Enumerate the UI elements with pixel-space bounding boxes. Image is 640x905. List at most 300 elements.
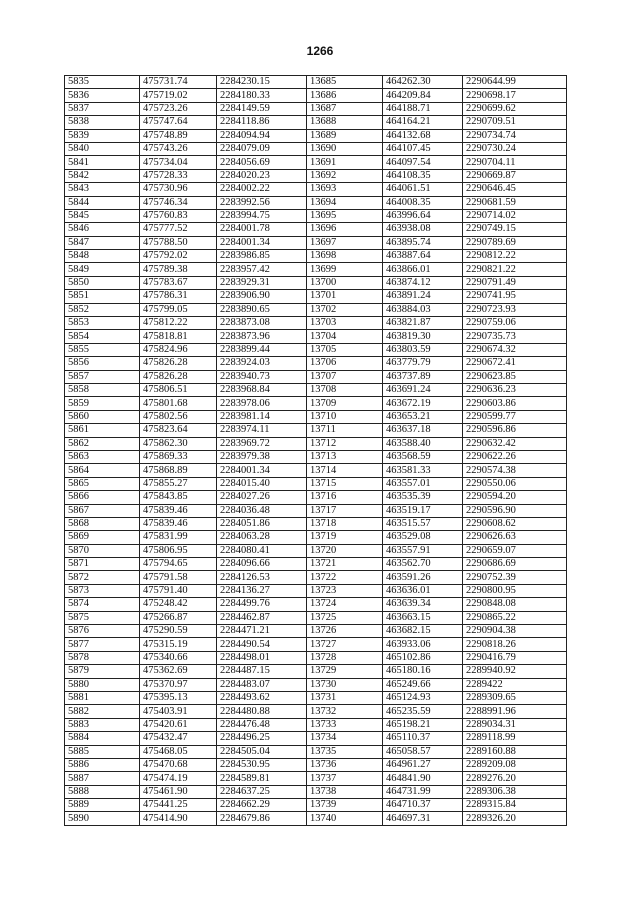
easting-2-cell: 464108.35 <box>383 169 463 182</box>
table-row <box>65 343 567 356</box>
easting-2-cell: 463515.57 <box>383 517 463 530</box>
table-row <box>65 799 567 812</box>
table-row <box>65 732 567 745</box>
table-row <box>65 758 567 771</box>
northing-2-cell: 2290574.38 <box>463 464 567 477</box>
table-row <box>65 142 567 155</box>
table-row <box>65 611 567 624</box>
point-id-2-cell: 13735 <box>307 745 383 758</box>
easting-2-cell: 464132.68 <box>383 129 463 142</box>
point-id-cell: 5867 <box>65 504 140 517</box>
northing-cell: 2284126.53 <box>217 571 307 584</box>
northing-2-cell: 2290636.23 <box>463 383 567 396</box>
northing-cell: 2284498.01 <box>217 651 307 664</box>
easting-cell: 475474.19 <box>140 772 217 785</box>
point-id-2-cell: 13694 <box>307 196 383 209</box>
easting-cell: 475760.83 <box>140 209 217 222</box>
point-id-2-cell: 13720 <box>307 544 383 557</box>
northing-2-cell: 2289306.38 <box>463 785 567 798</box>
page-number: 1266 <box>306 44 334 58</box>
northing-2-cell: 2289309.65 <box>463 691 567 704</box>
easting-cell: 475786.31 <box>140 290 217 303</box>
easting-cell: 475812.22 <box>140 317 217 330</box>
easting-2-cell: 465235.59 <box>383 705 463 718</box>
point-id-2-cell: 13687 <box>307 102 383 115</box>
northing-cell: 2284118.86 <box>217 116 307 129</box>
point-id-2-cell: 13718 <box>307 517 383 530</box>
point-id-2-cell: 13689 <box>307 129 383 142</box>
northing-2-cell: 2289326.20 <box>463 812 567 825</box>
table-row <box>65 598 567 611</box>
point-id-cell: 5839 <box>65 129 140 142</box>
table-row <box>65 102 567 115</box>
northing-cell: 2283992.56 <box>217 196 307 209</box>
northing-cell: 2284505.04 <box>217 745 307 758</box>
easting-cell: 475839.46 <box>140 504 217 517</box>
northing-2-cell: 2290681.59 <box>463 196 567 209</box>
easting-cell: 475843.85 <box>140 491 217 504</box>
table-row <box>65 464 567 477</box>
northing-cell: 2284015.40 <box>217 477 307 490</box>
northing-2-cell: 2290622.26 <box>463 450 567 463</box>
easting-cell: 475734.04 <box>140 156 217 169</box>
northing-cell: 2284079.09 <box>217 142 307 155</box>
easting-2-cell: 464961.27 <box>383 758 463 771</box>
point-id-2-cell: 13733 <box>307 718 383 731</box>
northing-2-cell: 2290699.62 <box>463 102 567 115</box>
easting-cell: 475792.02 <box>140 250 217 263</box>
point-id-2-cell: 13732 <box>307 705 383 718</box>
northing-2-cell: 2290686.69 <box>463 558 567 571</box>
northing-2-cell: 2290818.26 <box>463 638 567 651</box>
easting-cell: 475730.96 <box>140 183 217 196</box>
easting-cell: 475432.47 <box>140 732 217 745</box>
point-id-cell: 5844 <box>65 196 140 209</box>
point-id-2-cell: 13738 <box>307 785 383 798</box>
easting-cell: 475248.42 <box>140 598 217 611</box>
easting-cell: 475862.30 <box>140 437 217 450</box>
table-row <box>65 290 567 303</box>
easting-cell: 475801.68 <box>140 397 217 410</box>
point-id-cell: 5859 <box>65 397 140 410</box>
northing-cell: 2283979.38 <box>217 450 307 463</box>
table-row <box>65 183 567 196</box>
easting-cell: 475719.02 <box>140 89 217 102</box>
point-id-cell: 5887 <box>65 772 140 785</box>
easting-2-cell: 463866.01 <box>383 263 463 276</box>
point-id-cell: 5851 <box>65 290 140 303</box>
northing-cell: 2284483.07 <box>217 678 307 691</box>
northing-2-cell: 2290626.63 <box>463 531 567 544</box>
northing-2-cell: 2290791.49 <box>463 276 567 289</box>
point-id-2-cell: 13698 <box>307 250 383 263</box>
point-id-2-cell: 13721 <box>307 558 383 571</box>
table-row <box>65 276 567 289</box>
easting-2-cell: 463891.24 <box>383 290 463 303</box>
northing-2-cell: 2290904.38 <box>463 625 567 638</box>
northing-cell: 2284001.34 <box>217 464 307 477</box>
point-id-cell: 5841 <box>65 156 140 169</box>
easting-cell: 475791.40 <box>140 584 217 597</box>
easting-2-cell: 465180.16 <box>383 665 463 678</box>
table-row <box>65 665 567 678</box>
northing-cell: 2284662.29 <box>217 799 307 812</box>
northing-2-cell: 2288991.96 <box>463 705 567 718</box>
point-id-2-cell: 13693 <box>307 183 383 196</box>
easting-cell: 475340.66 <box>140 651 217 664</box>
point-id-2-cell: 13725 <box>307 611 383 624</box>
easting-cell: 475747.64 <box>140 116 217 129</box>
easting-cell: 475831.99 <box>140 531 217 544</box>
northing-cell: 2284056.69 <box>217 156 307 169</box>
table-row <box>65 76 567 89</box>
easting-2-cell: 463737.89 <box>383 370 463 383</box>
northing-cell: 2284020.23 <box>217 169 307 182</box>
easting-cell: 475414.90 <box>140 812 217 825</box>
table-row <box>65 250 567 263</box>
northing-cell: 2283924.03 <box>217 357 307 370</box>
easting-cell: 475869.33 <box>140 450 217 463</box>
easting-cell: 475777.52 <box>140 223 217 236</box>
easting-2-cell: 463996.64 <box>383 209 463 222</box>
table-row <box>65 691 567 704</box>
northing-cell: 2284096.66 <box>217 558 307 571</box>
northing-cell: 2284476.48 <box>217 718 307 731</box>
point-id-2-cell: 13724 <box>307 598 383 611</box>
point-id-cell: 5858 <box>65 383 140 396</box>
northing-2-cell: 2290608.62 <box>463 517 567 530</box>
northing-2-cell: 2289422 <box>463 678 567 691</box>
point-id-2-cell: 13728 <box>307 651 383 664</box>
point-id-cell: 5862 <box>65 437 140 450</box>
northing-cell: 2284001.78 <box>217 223 307 236</box>
northing-cell: 2283968.84 <box>217 383 307 396</box>
easting-cell: 475362.69 <box>140 665 217 678</box>
northing-cell: 2284001.34 <box>217 236 307 249</box>
easting-2-cell: 463691.24 <box>383 383 463 396</box>
point-id-cell: 5849 <box>65 263 140 276</box>
easting-2-cell: 463895.74 <box>383 236 463 249</box>
easting-cell: 475791.58 <box>140 571 217 584</box>
point-id-2-cell: 13695 <box>307 209 383 222</box>
northing-2-cell: 2290669.87 <box>463 169 567 182</box>
easting-2-cell: 465110.37 <box>383 732 463 745</box>
easting-cell: 475743.26 <box>140 142 217 155</box>
northing-2-cell: 2290603.86 <box>463 397 567 410</box>
table-row <box>65 812 567 825</box>
northing-cell: 2283957.42 <box>217 263 307 276</box>
easting-2-cell: 465102.86 <box>383 651 463 664</box>
northing-2-cell: 2290735.73 <box>463 330 567 343</box>
easting-cell: 475799.05 <box>140 303 217 316</box>
point-id-2-cell: 13716 <box>307 491 383 504</box>
easting-2-cell: 464008.35 <box>383 196 463 209</box>
point-id-cell: 5865 <box>65 477 140 490</box>
northing-cell: 2284462.87 <box>217 611 307 624</box>
northing-2-cell: 2290644.99 <box>463 76 567 89</box>
point-id-2-cell: 13730 <box>307 678 383 691</box>
northing-2-cell: 2290723.93 <box>463 303 567 316</box>
northing-cell: 2283994.75 <box>217 209 307 222</box>
point-id-2-cell: 13719 <box>307 531 383 544</box>
table-row <box>65 638 567 651</box>
point-id-2-cell: 13704 <box>307 330 383 343</box>
easting-cell: 475794.65 <box>140 558 217 571</box>
point-id-2-cell: 13696 <box>307 223 383 236</box>
easting-2-cell: 463653.21 <box>383 410 463 423</box>
table-row <box>65 424 567 437</box>
easting-cell: 475806.95 <box>140 544 217 557</box>
northing-cell: 2283906.90 <box>217 290 307 303</box>
point-id-2-cell: 13729 <box>307 665 383 678</box>
northing-cell: 2283978.06 <box>217 397 307 410</box>
table-row <box>65 89 567 102</box>
table-row <box>65 209 567 222</box>
easting-2-cell: 463568.59 <box>383 450 463 463</box>
point-id-cell: 5848 <box>65 250 140 263</box>
easting-2-cell: 464061.51 <box>383 183 463 196</box>
easting-2-cell: 464107.45 <box>383 142 463 155</box>
table-row <box>65 785 567 798</box>
northing-2-cell: 2290674.32 <box>463 343 567 356</box>
point-id-cell: 5871 <box>65 558 140 571</box>
northing-2-cell: 2290646.45 <box>463 183 567 196</box>
easting-2-cell: 463562.70 <box>383 558 463 571</box>
northing-2-cell: 2289160.88 <box>463 745 567 758</box>
northing-cell: 2284036.48 <box>217 504 307 517</box>
northing-2-cell: 2290730.24 <box>463 142 567 155</box>
northing-cell: 2284637.25 <box>217 785 307 798</box>
easting-cell: 475403.91 <box>140 705 217 718</box>
northing-cell: 2284499.76 <box>217 598 307 611</box>
table-row <box>65 584 567 597</box>
easting-cell: 475826.28 <box>140 357 217 370</box>
easting-2-cell: 463874.12 <box>383 276 463 289</box>
easting-cell: 475723.26 <box>140 102 217 115</box>
easting-2-cell: 463779.79 <box>383 357 463 370</box>
table-row <box>65 504 567 517</box>
northing-cell: 2284002.22 <box>217 183 307 196</box>
northing-cell: 2284149.59 <box>217 102 307 115</box>
point-id-cell: 5880 <box>65 678 140 691</box>
easting-cell: 475855.27 <box>140 477 217 490</box>
easting-cell: 475441.25 <box>140 799 217 812</box>
easting-2-cell: 465198.21 <box>383 718 463 731</box>
northing-cell: 2284679.86 <box>217 812 307 825</box>
table-row <box>65 129 567 142</box>
northing-cell: 2284136.27 <box>217 584 307 597</box>
northing-cell: 2284027.26 <box>217 491 307 504</box>
easting-cell: 475731.74 <box>140 76 217 89</box>
point-id-cell: 5876 <box>65 625 140 638</box>
table-row <box>65 397 567 410</box>
point-id-2-cell: 13686 <box>307 89 383 102</box>
table-row <box>65 317 567 330</box>
northing-2-cell: 2290550.06 <box>463 477 567 490</box>
easting-cell: 475789.38 <box>140 263 217 276</box>
easting-cell: 475370.97 <box>140 678 217 691</box>
northing-cell: 2283873.96 <box>217 330 307 343</box>
point-id-2-cell: 13740 <box>307 812 383 825</box>
point-id-cell: 5864 <box>65 464 140 477</box>
point-id-2-cell: 13726 <box>307 625 383 638</box>
coordinate-table <box>64 75 567 826</box>
point-id-cell: 5837 <box>65 102 140 115</box>
northing-cell: 2283929.31 <box>217 276 307 289</box>
northing-2-cell: 2290623.85 <box>463 370 567 383</box>
point-id-cell: 5885 <box>65 745 140 758</box>
point-id-cell: 5874 <box>65 598 140 611</box>
table-row <box>65 718 567 731</box>
point-id-2-cell: 13737 <box>307 772 383 785</box>
easting-cell: 475420.61 <box>140 718 217 731</box>
easting-2-cell: 464710.37 <box>383 799 463 812</box>
point-id-2-cell: 13714 <box>307 464 383 477</box>
point-id-cell: 5860 <box>65 410 140 423</box>
easting-cell: 475290.59 <box>140 625 217 638</box>
point-id-2-cell: 13711 <box>307 424 383 437</box>
easting-cell: 475315.19 <box>140 638 217 651</box>
northing-cell: 2284493.62 <box>217 691 307 704</box>
point-id-2-cell: 13736 <box>307 758 383 771</box>
table-row <box>65 625 567 638</box>
easting-2-cell: 463933.06 <box>383 638 463 651</box>
northing-2-cell: 2289940.92 <box>463 665 567 678</box>
easting-2-cell: 465058.57 <box>383 745 463 758</box>
northing-cell: 2284080.41 <box>217 544 307 557</box>
table-row <box>65 383 567 396</box>
easting-cell: 475395.13 <box>140 691 217 704</box>
table-row <box>65 772 567 785</box>
northing-2-cell: 2290812.22 <box>463 250 567 263</box>
northing-cell: 2284530.95 <box>217 758 307 771</box>
point-id-cell: 5856 <box>65 357 140 370</box>
point-id-2-cell: 13690 <box>307 142 383 155</box>
easting-2-cell: 463819.30 <box>383 330 463 343</box>
point-id-cell: 5872 <box>65 571 140 584</box>
point-id-2-cell: 13707 <box>307 370 383 383</box>
easting-2-cell: 463591.26 <box>383 571 463 584</box>
easting-2-cell: 463519.17 <box>383 504 463 517</box>
table-row <box>65 651 567 664</box>
table-row <box>65 236 567 249</box>
point-id-2-cell: 13708 <box>307 383 383 396</box>
point-id-2-cell: 13710 <box>307 410 383 423</box>
northing-2-cell: 2290800.95 <box>463 584 567 597</box>
point-id-cell: 5883 <box>65 718 140 731</box>
northing-cell: 2284471.21 <box>217 625 307 638</box>
point-id-2-cell: 13702 <box>307 303 383 316</box>
point-id-2-cell: 13717 <box>307 504 383 517</box>
easting-cell: 475748.89 <box>140 129 217 142</box>
point-id-2-cell: 13731 <box>307 691 383 704</box>
point-id-cell: 5850 <box>65 276 140 289</box>
easting-2-cell: 463938.08 <box>383 223 463 236</box>
northing-2-cell: 2289209.08 <box>463 758 567 771</box>
easting-cell: 475461.90 <box>140 785 217 798</box>
northing-2-cell: 2290659.07 <box>463 544 567 557</box>
table-row <box>65 169 567 182</box>
easting-2-cell: 463557.01 <box>383 477 463 490</box>
northing-cell: 2284051.86 <box>217 517 307 530</box>
table-row <box>65 303 567 316</box>
easting-2-cell: 464188.71 <box>383 102 463 115</box>
northing-cell: 2283986.85 <box>217 250 307 263</box>
northing-cell: 2284496.25 <box>217 732 307 745</box>
easting-2-cell: 464164.21 <box>383 116 463 129</box>
easting-2-cell: 465249.66 <box>383 678 463 691</box>
point-id-cell: 5881 <box>65 691 140 704</box>
easting-cell: 475746.34 <box>140 196 217 209</box>
northing-cell: 2284180.33 <box>217 89 307 102</box>
point-id-cell: 5838 <box>65 116 140 129</box>
point-id-cell: 5886 <box>65 758 140 771</box>
point-id-cell: 5877 <box>65 638 140 651</box>
table-row <box>65 678 567 691</box>
point-id-cell: 5840 <box>65 142 140 155</box>
easting-2-cell: 463535.39 <box>383 491 463 504</box>
easting-2-cell: 464262.30 <box>383 76 463 89</box>
point-id-cell: 5866 <box>65 491 140 504</box>
northing-2-cell: 2290596.90 <box>463 504 567 517</box>
easting-cell: 475468.05 <box>140 745 217 758</box>
easting-2-cell: 463588.40 <box>383 437 463 450</box>
northing-2-cell: 2290672.41 <box>463 357 567 370</box>
table-row <box>65 196 567 209</box>
table-row <box>65 571 567 584</box>
northing-cell: 2283873.08 <box>217 317 307 330</box>
northing-2-cell: 2290632.42 <box>463 437 567 450</box>
point-id-cell: 5854 <box>65 330 140 343</box>
easting-2-cell: 464731.99 <box>383 785 463 798</box>
easting-2-cell: 464209.84 <box>383 89 463 102</box>
point-id-cell: 5861 <box>65 424 140 437</box>
easting-2-cell: 463884.03 <box>383 303 463 316</box>
northing-cell: 2283969.72 <box>217 437 307 450</box>
northing-2-cell: 2289315.84 <box>463 799 567 812</box>
northing-2-cell: 2290848.08 <box>463 598 567 611</box>
northing-cell: 2283981.14 <box>217 410 307 423</box>
point-id-cell: 5836 <box>65 89 140 102</box>
easting-cell: 475470.68 <box>140 758 217 771</box>
table-row <box>65 437 567 450</box>
easting-cell: 475839.46 <box>140 517 217 530</box>
easting-cell: 475824.96 <box>140 343 217 356</box>
point-id-cell: 5882 <box>65 705 140 718</box>
easting-2-cell: 463803.59 <box>383 343 463 356</box>
easting-cell: 475868.89 <box>140 464 217 477</box>
northing-cell: 2283899.44 <box>217 343 307 356</box>
point-id-cell: 5847 <box>65 236 140 249</box>
easting-cell: 475266.87 <box>140 611 217 624</box>
table-row <box>65 263 567 276</box>
point-id-cell: 5888 <box>65 785 140 798</box>
point-id-cell: 5879 <box>65 665 140 678</box>
table-row <box>65 544 567 557</box>
point-id-2-cell: 13701 <box>307 290 383 303</box>
northing-2-cell: 2290734.74 <box>463 129 567 142</box>
northing-2-cell: 2289034.31 <box>463 718 567 731</box>
northing-2-cell: 2290714.02 <box>463 209 567 222</box>
point-id-cell: 5857 <box>65 370 140 383</box>
northing-2-cell: 2290596.86 <box>463 424 567 437</box>
point-id-2-cell: 13713 <box>307 450 383 463</box>
easting-cell: 475788.50 <box>140 236 217 249</box>
easting-2-cell: 463821.87 <box>383 317 463 330</box>
point-id-cell: 5873 <box>65 584 140 597</box>
northing-2-cell: 2290865.22 <box>463 611 567 624</box>
point-id-cell: 5889 <box>65 799 140 812</box>
